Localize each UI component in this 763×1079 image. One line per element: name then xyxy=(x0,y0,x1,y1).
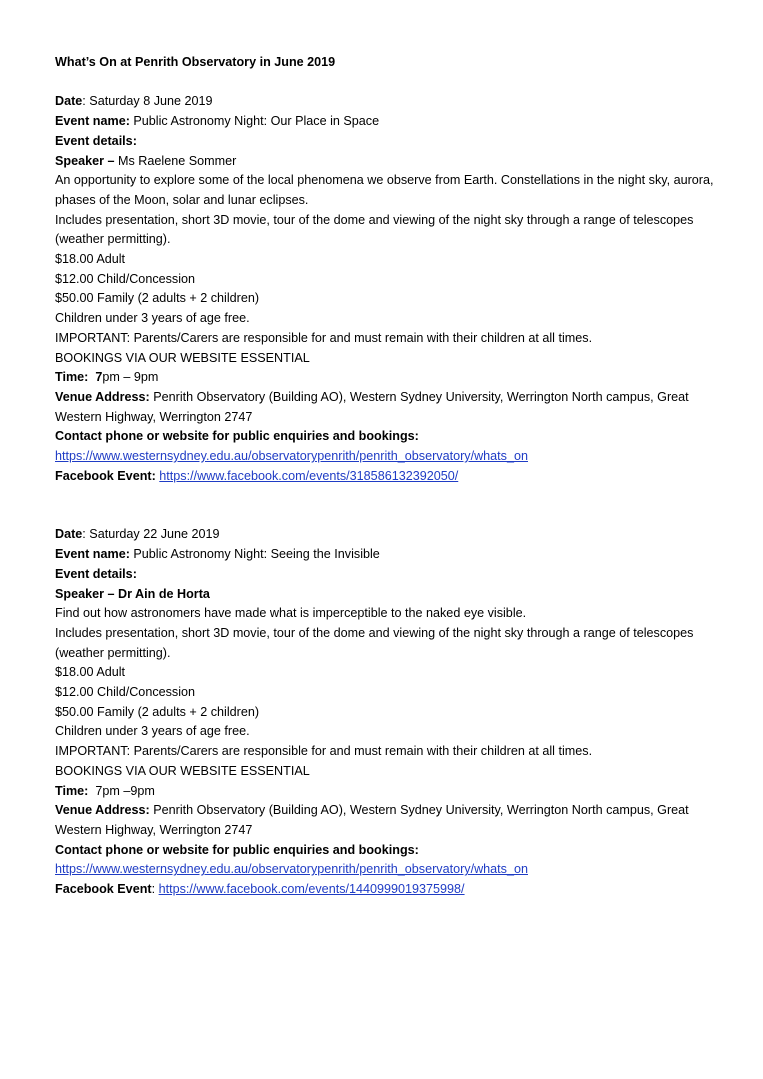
event-date xyxy=(55,525,715,545)
event-name-label: Event name: xyxy=(55,547,130,562)
date-label: Date xyxy=(55,527,83,542)
event-time xyxy=(55,782,715,802)
facebook-label: Facebook Event: xyxy=(55,468,156,483)
event-venue xyxy=(55,801,715,840)
event-includes: Includes presentation, short 3D movie, tour of the dome and viewing of the night sky through a range of telescopes (weather permitting). xyxy=(55,625,694,660)
event-date xyxy=(55,92,715,112)
free-note: Children under 3 years of age free. xyxy=(55,311,250,326)
speaker-value: Ms Raelene Sommer xyxy=(118,153,237,168)
free-note: Children under 3 years of age free. xyxy=(55,724,250,739)
date-label: Date xyxy=(55,94,83,109)
important-note: IMPORTANT: Parents/Carers are responsible for and must remain with their children at all times. xyxy=(55,330,593,345)
time-label: Time: xyxy=(55,783,89,798)
event-venue xyxy=(55,388,715,427)
speaker-label: Speaker – xyxy=(55,153,115,168)
date-value: : Saturday 22 June 2019 xyxy=(82,527,220,542)
event-details-label: Event details: xyxy=(55,133,137,148)
bookings-note: BOOKINGS VIA OUR WEBSITE ESSENTIAL xyxy=(55,763,310,778)
page-title: What’s On at Penrith Observatory in June 2019 xyxy=(55,55,336,69)
facebook-link[interactable]: https://www.facebook.com/events/1440999019375998/ xyxy=(158,882,465,897)
event-block-1 xyxy=(55,92,715,486)
date-value: : Saturday 8 June 2019 xyxy=(82,94,213,109)
bookings-note: BOOKINGS VIA OUR WEBSITE ESSENTIAL xyxy=(55,350,310,365)
contact-label: Contact phone or website for public enquiries and bookings: xyxy=(55,842,419,857)
website-link-line xyxy=(55,447,715,467)
venue-value: Penrith Observatory (Building AO), Western Sydney University, Werrington North campus, Great Western Highway, Werrington 2747 xyxy=(55,389,689,424)
price-adult: $18.00 Adult xyxy=(55,665,126,680)
event-speaker xyxy=(55,585,715,605)
contact-label: Contact phone or website for public enquiries and bookings: xyxy=(55,429,419,444)
important-note: IMPORTANT: Parents/Carers are responsible for and must remain with their children at all times. xyxy=(55,744,593,759)
event-includes: Includes presentation, short 3D movie, tour of the dome and viewing of the night sky through a range of telescopes (weather permitting). xyxy=(55,212,694,247)
time-value: pm – 9pm xyxy=(102,370,159,385)
facebook-event: Facebook Event: https://www.facebook.com/events/1440999019375998/ xyxy=(55,882,465,897)
spacer xyxy=(55,486,715,525)
event-description: An opportunity to explore some of the local phenomena we observe from Earth. Constellations in the night sky, aurora, phases of the Moon, solar and lunar eclipses. xyxy=(55,173,714,207)
time-value-bold: 7 xyxy=(95,370,103,385)
time-label: Time: xyxy=(55,370,89,385)
website-link[interactable]: https://www.westernsydney.edu.au/observatorypenrith/penrith_observatory/whats_on xyxy=(55,862,528,877)
price-adult: $18.00 Adult xyxy=(55,252,126,267)
venue-label: Venue Address: xyxy=(55,389,150,404)
event-time xyxy=(55,368,715,388)
facebook-label: Facebook Event xyxy=(55,882,152,897)
website-link-line xyxy=(55,860,715,880)
speaker-label: Speaker – xyxy=(55,586,115,601)
price-child: $12.00 Child/Concession xyxy=(55,685,196,700)
price-family: $50.00 Family (2 adults + 2 children) xyxy=(55,291,260,306)
event-name xyxy=(55,545,715,565)
speaker-value: Dr Ain de Horta xyxy=(118,586,210,601)
event-name-label: Event name: xyxy=(55,114,130,129)
event-description: Find out how astronomers have made what is imperceptible to the naked eye visible. xyxy=(55,606,527,621)
facebook-link[interactable]: https://www.facebook.com/events/318586132392050/ xyxy=(159,468,459,483)
price-child: $12.00 Child/Concession xyxy=(55,271,196,286)
venue-value: Penrith Observatory (Building AO), Western Sydney University, Werrington North campus, Great Western Highway, Werrington 2747 xyxy=(55,803,689,837)
website-link[interactable]: https://www.westernsydney.edu.au/observatorypenrith/penrith_observatory/whats_on xyxy=(55,449,528,464)
event-block-2 xyxy=(55,525,715,899)
event-name-value: Public Astronomy Night: Our Place in Space xyxy=(133,114,380,129)
document-content xyxy=(55,53,715,900)
price-family: $50.00 Family (2 adults + 2 children) xyxy=(55,704,260,719)
event-name xyxy=(55,112,715,132)
venue-label: Venue Address: xyxy=(55,803,150,818)
spacer xyxy=(55,73,715,93)
event-speaker xyxy=(55,152,715,172)
time-value: 7pm –9pm xyxy=(95,783,155,798)
facebook-event xyxy=(55,467,715,487)
event-details-label: Event details: xyxy=(55,566,137,581)
event-name-value: Public Astronomy Night: Seeing the Invisible xyxy=(133,547,380,562)
